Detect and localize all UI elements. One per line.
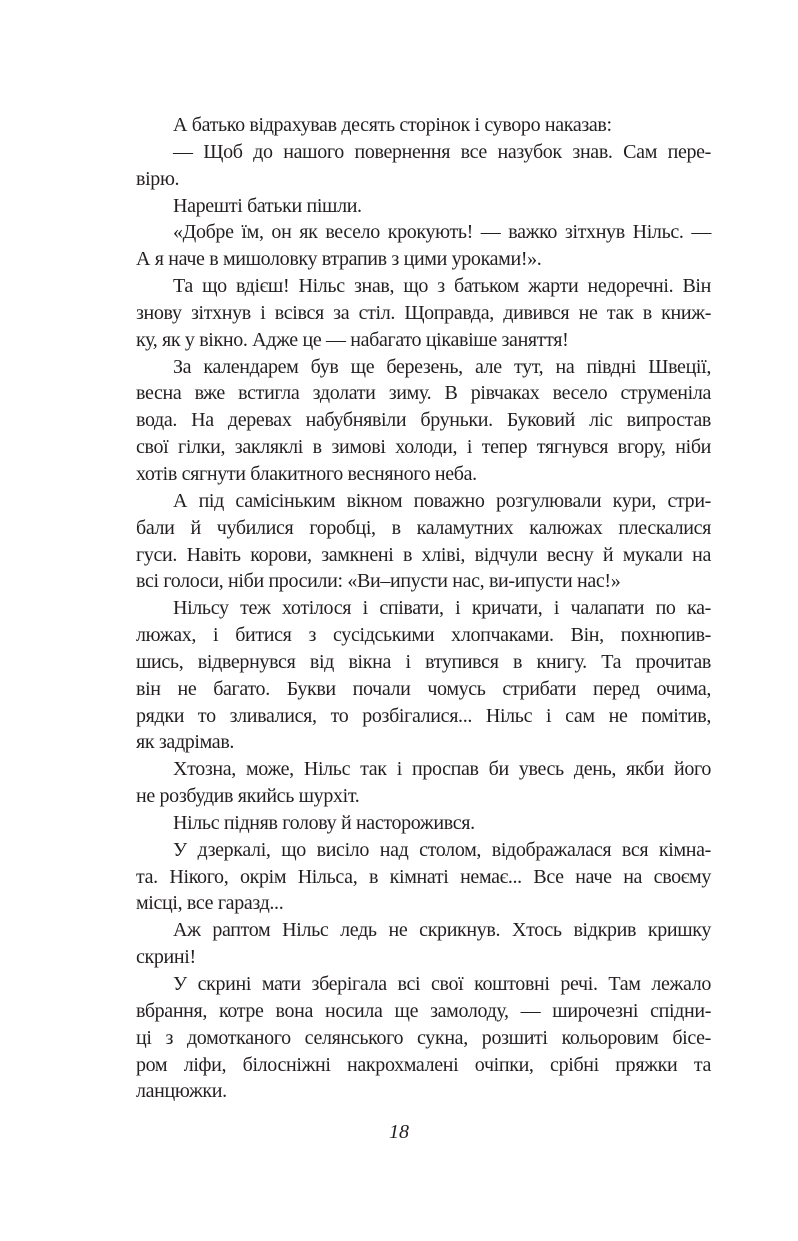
text-line: бали й чубилися горобці, в каламутних калюжах плескалися: [136, 516, 711, 539]
text-line: А я наче в мишоловку втрапив з цими уроками!».: [136, 248, 542, 271]
text-line: гуси. Навіть корови, замкнені в хліві, відчули весну й мукали на: [136, 543, 711, 566]
text-line: рядки то зливалися, то розбігалися... Нільс і сам не помітив,: [136, 704, 711, 727]
text-line: Хтозна, може, Нільс так і проспав би увесь день, якби його: [173, 758, 711, 781]
text-line: вірю.: [136, 167, 180, 190]
page-number: 18: [389, 1121, 409, 1143]
text-line: Та що вдієш! Нільс знав, що з батьком жарти недоречні. Він: [173, 275, 711, 298]
text-line: він не багато. Букви почали чомусь стрибати перед очима,: [136, 677, 711, 700]
text-line: ці з домотканого селянського сукна, розшиті кольоровим бісе-: [136, 1026, 711, 1049]
text-line: вода. На деревах набубнявіли бруньки. Буковий ліс випростав: [136, 409, 711, 432]
text-line: весна вже встигла здолати зиму. В рівчаках весело струменіла: [136, 382, 711, 405]
paragraph: [136, 219, 711, 273]
paragraph: [136, 917, 711, 971]
text-line: ланцюжки.: [136, 1080, 227, 1103]
paragraph: [136, 354, 711, 488]
book-page-text: [136, 112, 711, 1105]
text-line: — Щоб до нашого повернення все назубок знав. Сам пере-: [173, 140, 711, 163]
paragraph: [136, 193, 711, 220]
paragraph: [136, 112, 711, 139]
text-line: Нарешті батьки пішли.: [173, 194, 362, 217]
text-line: як задрімав.: [136, 731, 235, 754]
text-line: місці, все гаразд...: [136, 892, 284, 915]
paragraph: [136, 139, 711, 193]
paragraph: [136, 756, 711, 810]
text-line: знову зітхнув і всівся за стіл. Щоправда, дивився не так в книж-: [136, 301, 711, 324]
text-line: У дзеркалі, що висіло над столом, відображалася вся кімна-: [173, 838, 711, 861]
paragraph: [136, 837, 711, 918]
text-line: Аж раптом Нільс ледь не скрикнув. Хтось відкрив кришку: [173, 919, 711, 942]
text-line: та. Нікого, окрім Нільса, в кімнаті немає... Все наче на своєму: [136, 865, 711, 888]
text-line: скрині!: [136, 946, 196, 969]
text-line: «Добре їм, он як весело крокують! — важко зітхнув Нільс. —: [173, 221, 711, 244]
paragraph: [136, 595, 711, 756]
text-line: ром ліфи, білосніжні накрохмалені очіпки, срібні пряжки та: [136, 1053, 711, 1076]
paragraph: [136, 488, 711, 595]
text-line: люжах, і битися з сусідськими хлопчаками. Він, похнюпив-: [136, 624, 711, 647]
text-line: свої гілки, закляклі в зимові холоди, і тепер тягнувся вгору, ніби: [136, 436, 711, 459]
text-line: хотів сягнути блакитного весняного неба.: [136, 462, 477, 485]
text-line: вбрання, котре вона носила ще замолоду, — широчезні спідни-: [136, 999, 711, 1022]
text-line: У скрині мати зберігала всі свої коштовні речі. Там лежало: [173, 973, 711, 995]
text-line: не розбудив якийсь шурхіт.: [136, 785, 360, 808]
text-line: Нільсу теж хотілося і співати, і кричати, і чалапати по ка-: [173, 597, 711, 620]
text-line: ку, як у вікно. Адже це — набагато цікавіше заняття!: [136, 328, 569, 351]
text-line: всі голоси, ніби просили: «Ви–ипусти нас, ви-ипусти нас!»: [136, 570, 621, 593]
paragraph: [136, 810, 711, 837]
text-line: Нільс підняв голову й насторожився.: [173, 811, 475, 834]
text-line: За календарем був ще березень, але тут, на півдні Швеції,: [173, 355, 711, 378]
text-line: шись, відвернувся від вікна і втупився в книгу. Та прочитав: [136, 650, 711, 673]
paragraph: [136, 273, 711, 354]
paragraph: [136, 971, 711, 1105]
text-line: А батько відрахував десять сторінок і суворо наказав:: [173, 114, 612, 136]
text-line: А під самісіньким вікном поважно розгулювали кури, стри-: [173, 489, 711, 512]
